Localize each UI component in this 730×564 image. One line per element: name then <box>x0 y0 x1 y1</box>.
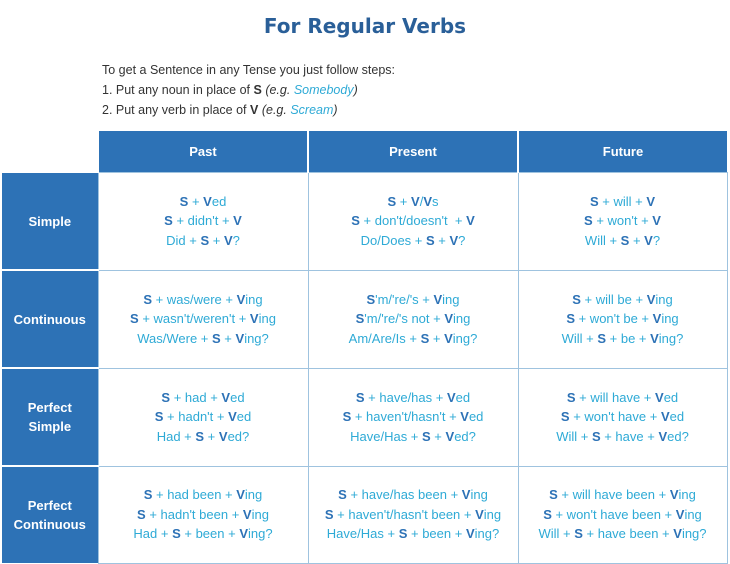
formula-text: + <box>434 232 450 248</box>
formula-symbol: V <box>644 232 653 248</box>
formula-symbol: S <box>137 506 146 522</box>
formula-cell <box>308 270 518 368</box>
formula-text: + hadn't + <box>163 409 229 425</box>
instruction-intro: To get a Sentence in any Tense you just follow steps: <box>102 63 396 77</box>
formula-symbol: V <box>669 487 679 503</box>
formula-line <box>519 485 727 505</box>
formula-symbol: S <box>179 193 189 209</box>
formula-text: ing <box>684 506 702 522</box>
formula-line <box>309 329 518 349</box>
formula-symbol: S <box>620 232 630 248</box>
formula-symbol: S <box>589 193 599 209</box>
formula-symbol: S <box>426 232 435 248</box>
formula-line <box>519 407 727 427</box>
formula-text: ed <box>663 389 679 405</box>
formula-symbol: S <box>342 409 352 425</box>
formula-line <box>309 427 518 447</box>
formula-symbol: V <box>650 330 659 346</box>
formula-line <box>519 427 727 447</box>
formula-text: + had + <box>170 389 222 405</box>
formula-symbol: V <box>465 526 475 542</box>
formula-text: ing? <box>474 526 500 542</box>
formula-text: + <box>188 193 204 209</box>
row-header-label: Simple <box>28 213 72 229</box>
formula-text: ed <box>455 389 471 405</box>
formula-symbol: S <box>543 506 552 522</box>
formula-text: + had been + <box>152 487 237 503</box>
formula-text: ed <box>468 409 484 425</box>
formula-symbol: S <box>324 506 334 522</box>
formula-text: ed? <box>454 428 476 444</box>
formula-symbol: V <box>233 213 242 229</box>
formula-symbol: S <box>566 389 576 405</box>
formula-text: Will + <box>556 428 592 444</box>
formula-text: Will + <box>584 232 621 248</box>
formula-text: ing <box>678 487 696 503</box>
formula-text: ? <box>652 232 661 248</box>
formula-text: + <box>396 193 412 209</box>
formula-symbol: S <box>200 232 210 248</box>
formula-symbol: S <box>351 213 360 229</box>
formula-line <box>519 290 727 310</box>
formula-text: + was/were + <box>152 291 237 307</box>
formula-text: + have/has been + <box>346 487 462 503</box>
formula-symbol: S <box>355 311 365 327</box>
table-body <box>2 172 727 563</box>
formula-text: ed? <box>227 428 250 444</box>
header-row <box>2 131 727 172</box>
formula-line <box>309 192 518 212</box>
formula-symbol: V <box>652 213 661 229</box>
formula-line <box>309 485 518 505</box>
formula-symbol: S <box>584 213 593 229</box>
formula-line <box>309 290 518 310</box>
formula-line <box>99 290 308 310</box>
column-header-present: Present <box>308 131 518 172</box>
formula-text: ing? <box>681 526 707 542</box>
column-header-future: Future <box>518 131 727 172</box>
formula-text: + <box>220 330 236 346</box>
formula-text: + don't/doesn't + <box>359 213 467 229</box>
formula-text: + <box>430 428 446 444</box>
formula-text: 'm/'re/'s not + <box>364 311 445 327</box>
formula-symbol: S <box>355 389 365 405</box>
formula-symbol: V <box>646 193 656 209</box>
formula-cell <box>98 368 308 466</box>
formula-text: Was/Were + <box>137 330 213 346</box>
formula-symbol: V <box>433 291 443 307</box>
formula-text: ing <box>251 506 269 522</box>
formula-symbol: S <box>366 291 376 307</box>
formula-text: ed <box>211 193 227 209</box>
formula-symbol: S <box>161 389 171 405</box>
formula-text: ed? <box>667 428 689 444</box>
row-header-label: Continuous <box>13 517 86 532</box>
step-2-text: 2. Put any verb in place of <box>102 103 251 117</box>
formula-line <box>99 329 308 349</box>
formula-symbol: V <box>218 428 228 444</box>
formula-line <box>519 524 727 544</box>
formula-text: + hadn't been + <box>145 506 243 522</box>
formula-symbol: V <box>658 428 668 444</box>
formula-cell <box>98 172 308 270</box>
formula-symbol: S <box>591 428 601 444</box>
formula-text: + will be + <box>580 291 647 307</box>
formula-text: + have/has + <box>364 389 447 405</box>
formula-line <box>309 505 518 525</box>
formula-symbol: V <box>675 506 685 522</box>
formula-cell <box>518 270 727 368</box>
formula-text: + have been + <box>582 526 674 542</box>
formula-symbol: V <box>228 409 237 425</box>
formula-symbol: V <box>223 232 233 248</box>
row-header <box>2 466 98 563</box>
formula-symbol: V <box>673 526 682 542</box>
formula-text: Have/Has + <box>350 428 423 444</box>
row-header-label: Perfect <box>27 498 72 513</box>
formula-line <box>309 524 518 544</box>
formula-symbol: S <box>130 311 139 327</box>
formula-text: ing? <box>248 526 273 542</box>
formula-cell <box>518 172 727 270</box>
formula-symbol: S <box>172 526 181 542</box>
formula-line <box>99 505 308 525</box>
formula-cell <box>518 466 727 563</box>
formula-text: ing <box>483 506 502 522</box>
formula-line <box>99 427 308 447</box>
table-row <box>2 270 727 368</box>
formula-symbol: V <box>411 193 420 209</box>
formula-text: + haven't/hasn't been + <box>333 506 476 522</box>
formula-line <box>519 309 727 329</box>
formula-symbol: S <box>574 526 583 542</box>
formula-text: Will + <box>538 526 575 542</box>
formula-text: + haven't/hasn't + <box>351 409 461 425</box>
table-row <box>2 466 727 563</box>
formula-symbol: S <box>597 330 607 346</box>
formula-text: ing? <box>658 330 684 346</box>
formula-symbol: S <box>560 409 570 425</box>
instruction-step-2 <box>102 100 395 120</box>
step-1-example-prefix: (e.g. <box>261 83 294 97</box>
step-2-example: Scream <box>290 103 334 117</box>
formula-symbol: S <box>549 487 558 503</box>
formula-text: + will + <box>598 193 647 209</box>
formula-text: ed <box>236 409 252 425</box>
formula-text: + <box>209 232 224 248</box>
formula-text: + have + <box>600 428 659 444</box>
formula-symbol: V <box>466 213 475 229</box>
formula-symbol: V <box>423 193 432 209</box>
formula-text: + didn't + <box>172 213 234 229</box>
formula-symbol: V <box>444 330 453 346</box>
instruction-step-1 <box>102 80 395 100</box>
formula-line <box>519 505 727 525</box>
formula-line <box>309 211 518 231</box>
formula-symbol: V <box>449 232 459 248</box>
formula-symbol: S <box>154 409 164 425</box>
table-corner <box>2 131 98 172</box>
tense-table <box>2 131 728 564</box>
formula-text: Had + <box>156 428 196 444</box>
formula-cell <box>98 270 308 368</box>
formula-text: ing <box>470 487 488 503</box>
formula-text: Did + <box>166 232 201 248</box>
step-1-example: Somebody <box>293 83 354 97</box>
formula-text: ing? <box>452 330 478 346</box>
instructions <box>102 60 395 120</box>
formula-text: ? <box>458 232 466 248</box>
formula-cell <box>308 172 518 270</box>
formula-symbol: V <box>460 409 469 425</box>
formula-text: / <box>419 193 424 209</box>
formula-line <box>99 192 308 212</box>
formula-text: Had + <box>133 526 173 542</box>
formula-symbol: V <box>655 389 664 405</box>
formula-symbol: V <box>242 506 252 522</box>
formula-symbol: S <box>143 487 153 503</box>
formula-symbol: V <box>249 311 259 327</box>
formula-text: 'm/'re/'s + <box>375 291 434 307</box>
formula-line <box>309 231 518 251</box>
formula-line <box>99 309 308 329</box>
row-header <box>2 368 98 466</box>
formula-line <box>99 485 308 505</box>
formula-symbol: V <box>475 506 484 522</box>
formula-symbol: S <box>212 330 221 346</box>
formula-text: Have/Has + <box>326 526 399 542</box>
formula-text: ing <box>258 311 276 327</box>
row-header-label: Continuous <box>13 311 86 327</box>
step-2-example-prefix: (e.g. <box>258 103 291 117</box>
formula-symbol: S <box>398 526 408 542</box>
formula-text: Will + <box>561 330 598 346</box>
formula-text: + <box>629 232 645 248</box>
formula-text: + won't have been + <box>551 506 676 522</box>
formula-text: ing <box>453 311 471 327</box>
formula-text: + wasn't/weren't + <box>138 311 250 327</box>
formula-line <box>309 388 518 408</box>
formula-symbol: S <box>420 330 430 346</box>
formula-line <box>99 407 308 427</box>
row-header-label: Simple <box>28 419 72 434</box>
step-1-text: 1. Put any noun in place of <box>102 83 254 97</box>
formula-symbol: V <box>444 311 454 327</box>
formula-symbol: S <box>566 311 575 327</box>
formula-line <box>309 309 518 329</box>
formula-cell <box>518 368 727 466</box>
formula-line <box>519 329 727 349</box>
formula-text: Do/Does + <box>360 232 426 248</box>
formula-symbol: V <box>446 389 456 405</box>
formula-text: + <box>429 330 445 346</box>
formula-symbol: S <box>338 487 347 503</box>
formula-text: + will have + <box>575 389 656 405</box>
formula-symbol: V <box>236 291 246 307</box>
formula-line <box>519 388 727 408</box>
formula-symbol: S <box>422 428 431 444</box>
formula-text: ing <box>661 311 679 327</box>
formula-text: s <box>431 193 439 209</box>
table-row <box>2 172 727 270</box>
formula-text: + be + <box>606 330 651 346</box>
formula-line <box>99 231 308 251</box>
formula-symbol: V <box>239 526 248 542</box>
formula-line <box>99 388 308 408</box>
formula-text: + <box>204 428 219 444</box>
formula-line <box>99 524 308 544</box>
formula-line <box>519 231 727 251</box>
formula-cell <box>308 466 518 563</box>
formula-text: Am/Are/Is + <box>348 330 421 346</box>
formula-text: + will have been + <box>557 487 670 503</box>
step-2-symbol: V <box>250 103 259 117</box>
formula-line <box>99 211 308 231</box>
formula-symbol: V <box>461 487 471 503</box>
formula-text: ing <box>245 291 263 307</box>
formula-symbol: V <box>652 311 662 327</box>
formula-symbol: S <box>143 291 153 307</box>
row-header <box>2 172 98 270</box>
step-2-example-suffix: ) <box>333 103 338 117</box>
formula-text: + won't be + <box>574 311 653 327</box>
formula-text: ing <box>244 487 263 503</box>
formula-symbol: S <box>195 428 205 444</box>
row-header <box>2 270 98 368</box>
formula-symbol: S <box>387 193 397 209</box>
formula-symbol: S <box>572 291 581 307</box>
row-header-label: Perfect <box>27 400 72 415</box>
formula-symbol: V <box>646 291 656 307</box>
formula-line <box>309 407 518 427</box>
formula-text: ing <box>442 291 460 307</box>
formula-cell <box>98 466 308 563</box>
formula-symbol: S <box>164 213 173 229</box>
formula-symbol: V <box>236 487 245 503</box>
step-1-symbol: S <box>253 83 262 97</box>
step-1-example-suffix: ) <box>353 83 358 97</box>
formula-text: + been + <box>180 526 240 542</box>
table-row <box>2 368 727 466</box>
formula-line <box>519 211 727 231</box>
formula-symbol: V <box>203 193 212 209</box>
formula-line <box>519 192 727 212</box>
formula-text: + been + <box>407 526 466 542</box>
formula-text: ed <box>230 389 245 405</box>
column-header-past: Past <box>98 131 308 172</box>
page-title: For Regular Verbs <box>263 14 467 38</box>
formula-text: ? <box>232 232 240 248</box>
formula-symbol: V <box>660 409 670 425</box>
formula-symbol: V <box>235 330 245 346</box>
formula-text: + won't have + <box>569 409 661 425</box>
formula-text: ing? <box>244 330 269 346</box>
formula-text: ed <box>669 409 685 425</box>
formula-cell <box>308 368 518 466</box>
formula-symbol: V <box>445 428 455 444</box>
formula-text: ing <box>655 291 673 307</box>
formula-text: + won't + <box>592 213 653 229</box>
formula-symbol: V <box>221 389 231 405</box>
